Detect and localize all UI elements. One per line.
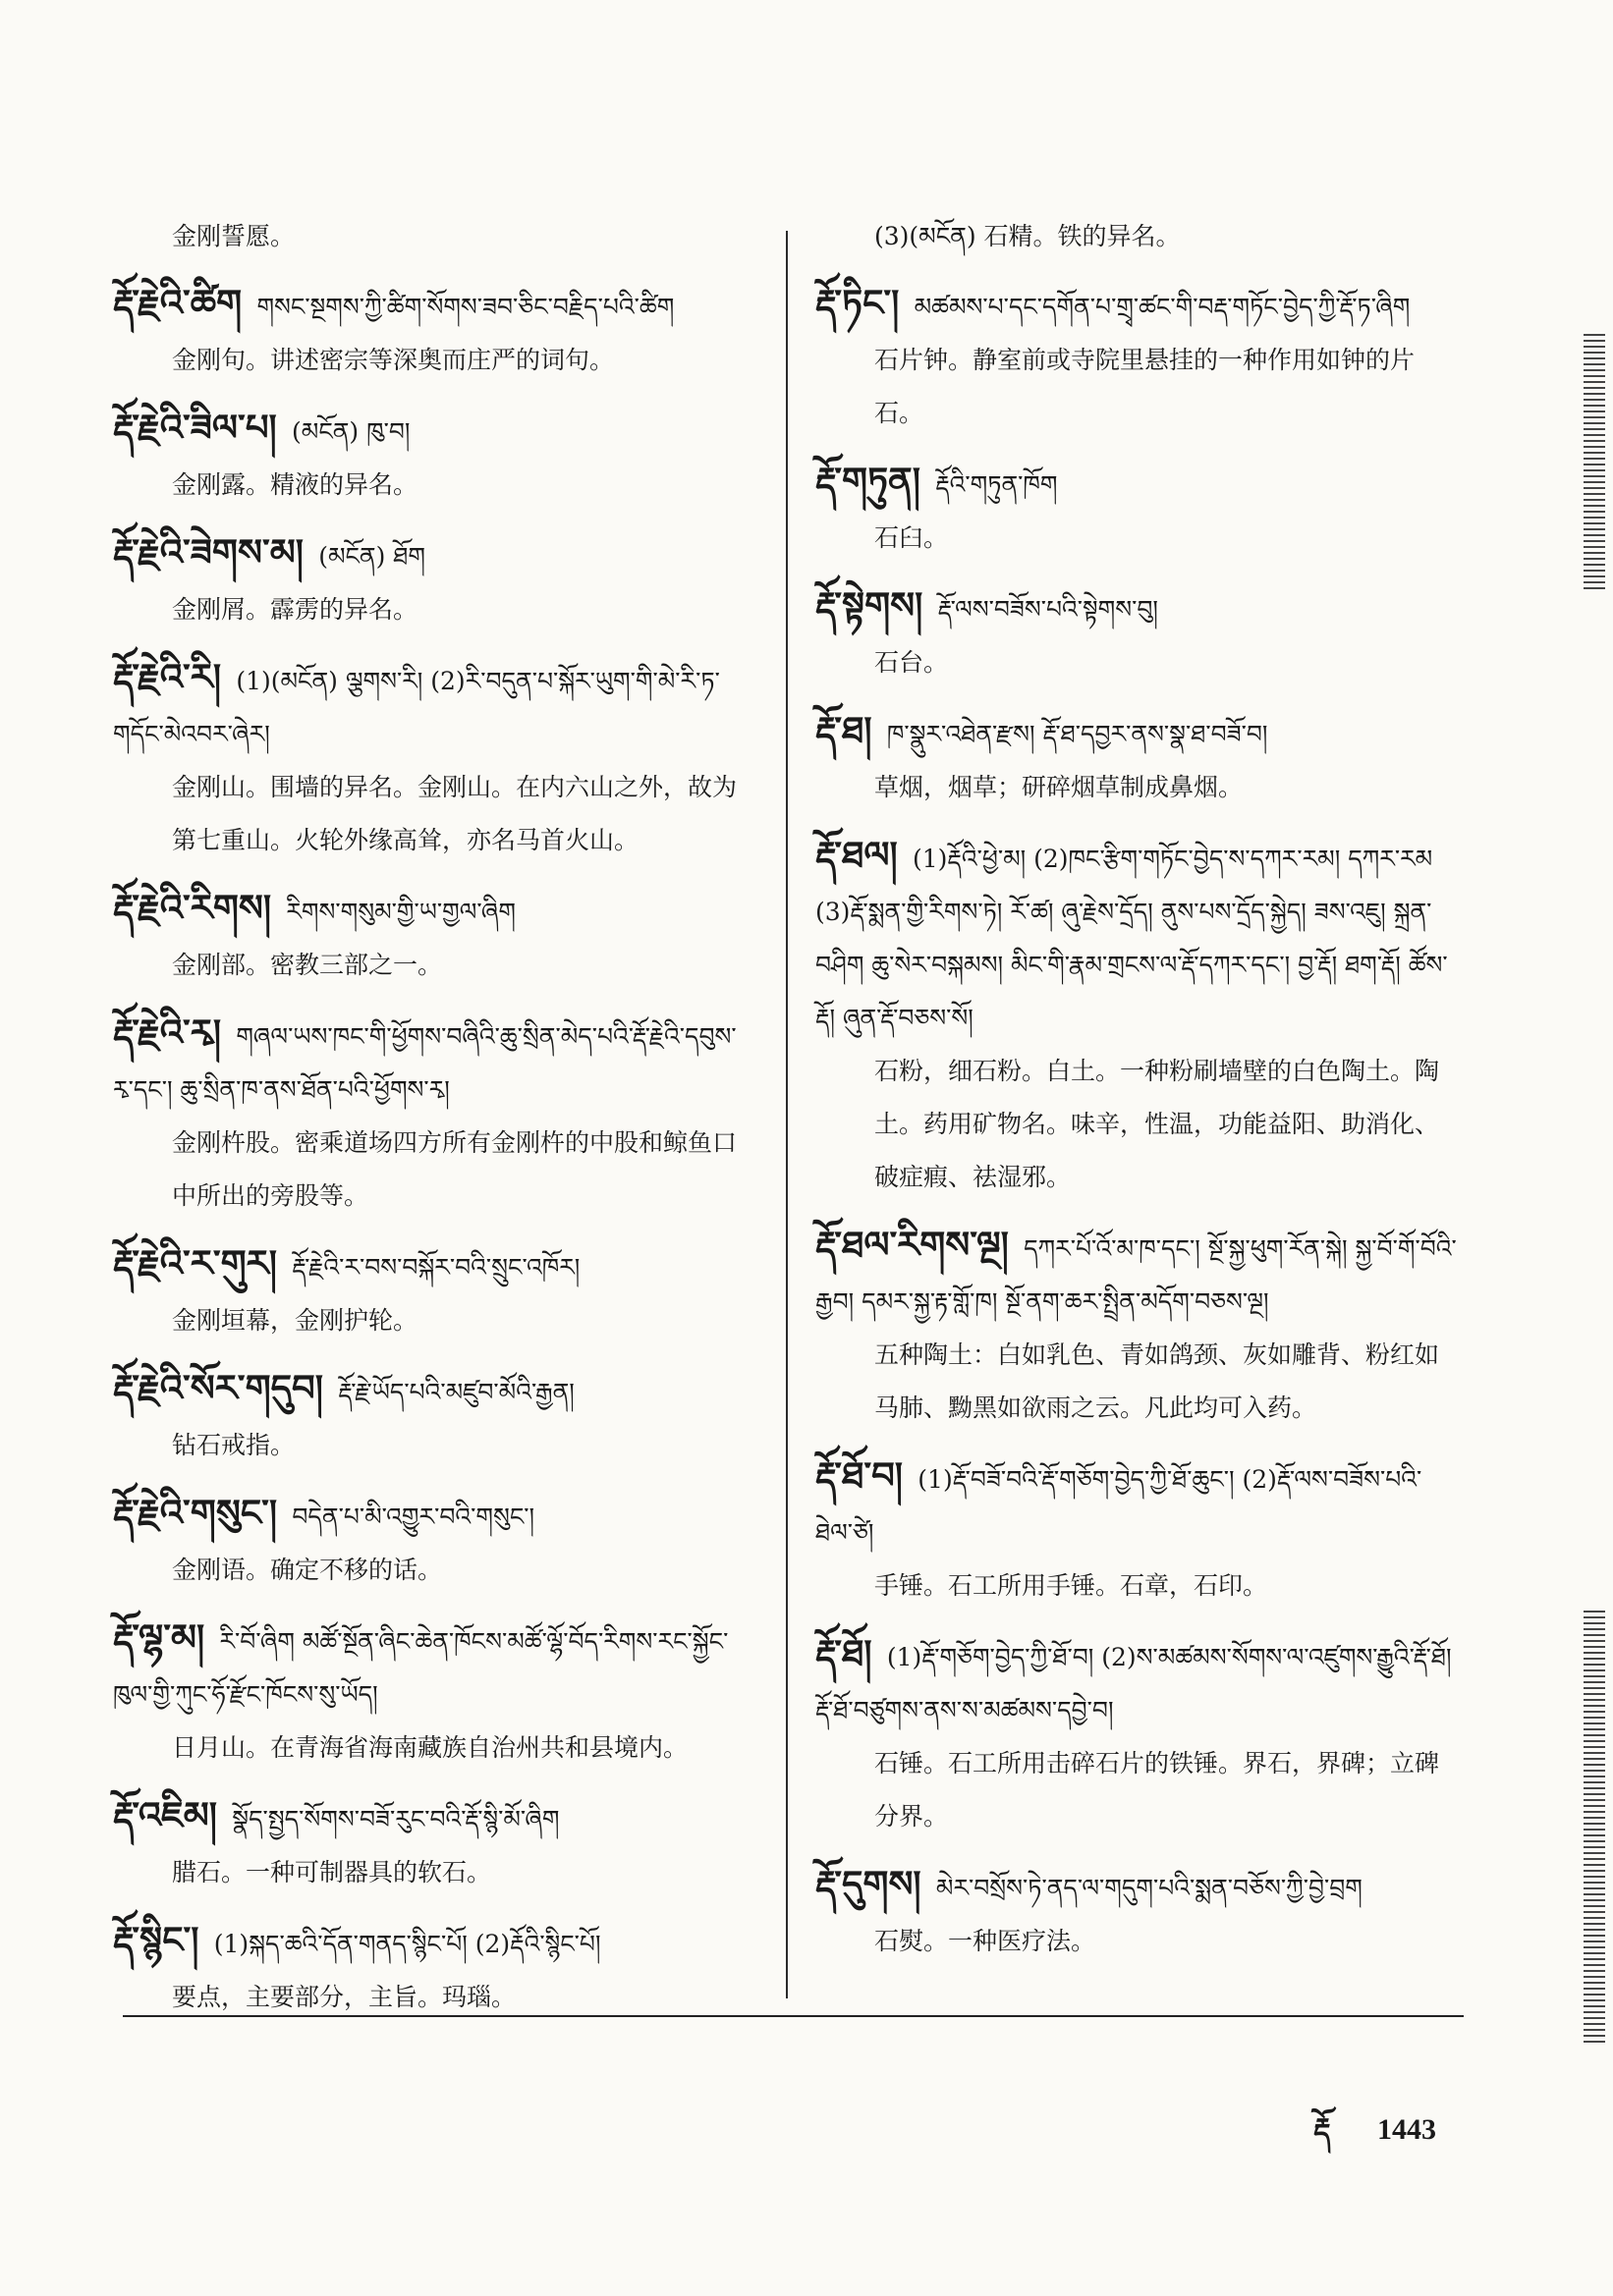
entry-definition: (1)རྡོའི་ཕྱེ་མ། (2)ཁང་རྩིག་གཏོང་བྱེད་ས་དཀར་རམ། དཀར་རམ (3)རྡོ་སྨན་གྱི་རིགས་ཏེ། རོ་ཚ། ཞུ་རྗེས་དྲོད། ནུས་པས་དྲོད་སྐྱེད། ཟས་འཇུ། སྐྲན་བཤིག ཆུ་སེར་བསྐམས། མིང་གི་རྣམ་གྲངས་ལ་རྡོ་དཀར་དང་། བྱ་རྡོ། ཐག་རྡོ། ཚོས་རྡོ། ཞུན་རྡོ་བཅས་སོ། — [815, 845, 1448, 1032]
dictionary-entry — [815, 828, 1459, 1204]
dictionary-entry — [113, 1361, 751, 1472]
edge-mark — [1584, 334, 1605, 589]
entry-gloss: 钻石戒指。 — [172, 1431, 296, 1459]
entry-gloss: 要点，主要部分，主旨。玛瑙。 — [172, 1983, 517, 2011]
entry-headword: རྡོ་རྗེའི་ཚིག — [113, 281, 243, 324]
dictionary-entry — [815, 1857, 1459, 1968]
entry-definition: (མངོན) ཐོག — [318, 542, 425, 571]
entry-headword: རྡོ་ཏིང་། — [815, 281, 900, 324]
entry-headword: རྡོ་ཐལ་རིགས་ལྔ། — [815, 1223, 1009, 1266]
entry-definition: རྡོ་རྗེ་ཡོད་པའི་མཛུབ་མོའི་རྒྱན། — [338, 1378, 575, 1406]
entry-headword: རྡོ་དུགས། — [815, 1862, 921, 1905]
entry-definition: རྡོའི་གཏུན་ཁོག — [935, 470, 1058, 499]
entry-list — [815, 276, 1459, 1968]
entry-definition: བདེན་པ་མི་འགྱུར་བའི་གསུང་། — [292, 1503, 535, 1531]
entry-gloss: 金刚杵股。密乘道场四方所有金刚杵的中股和鲸鱼口中所出的旁股等。 — [172, 1128, 738, 1210]
footer-rule — [123, 2015, 1464, 2017]
entry-headword: རྡོ་རྗེའི་གསུང་། — [113, 1491, 278, 1534]
entry-gloss: 石锤。石工所用击碎石片的铁锤。界石，界碑；立碑分界。 — [874, 1749, 1440, 1831]
entry-gloss: 石台。 — [874, 648, 949, 677]
entry-headword: རྡོ་རྗེའི་རྭ། — [113, 1011, 222, 1054]
entry-definition: གསང་སྔགས་ཀྱི་ཚིག་སོགས་ཟབ་ཅིང་བརྗིད་པའི་ཚིག — [256, 293, 675, 321]
entry-definition: སྣོད་སྤྱད་སོགས་བཟོ་རུང་བའི་རྡོ་སྙི་མོ་ཞིག — [232, 1805, 560, 1833]
left-column — [113, 211, 751, 2038]
dictionary-entry — [113, 1236, 751, 1347]
dictionary-entry — [113, 1788, 751, 1899]
entry-definition: (1)རྡོ་གཅོག་བྱེད་ཀྱི་ཐོ་བ། (2)ས་མཚམས་སོགས་ལ་འཛུགས་རྒྱུའི་རྡོ་ཐོ། རྡོ་ཐོ་བཙུགས་ནས་ས་མཚམས་དབྱེ་བ། — [815, 1643, 1452, 1724]
entry-gloss: 金刚屑。霹雳的异名。 — [172, 595, 418, 624]
entry-headword: རྡོ་རྗེའི་ཟེགས་མ། — [113, 530, 304, 574]
entry-headword: རྡོ་རྗེའི་རི། — [113, 655, 222, 698]
entry-headword: རྡོ་ལྷ་མ། — [113, 1615, 205, 1659]
entry-definition: རི་བོ་ཞིག མཚོ་སྔོན་ཞིང་ཆེན་ཁོངས་མཚོ་ལྷོ་བོད་རིགས་རང་སྐྱོང་ཁུལ་གྱི་ཀུང་ཧོ་རྫོང་ཁོངས་སུ་ཡོད། — [113, 1627, 729, 1709]
edge-mark — [1584, 1611, 1605, 2043]
entry-gloss: 腊石。一种可制器具的软石。 — [172, 1858, 492, 1886]
column-divider — [786, 231, 788, 1998]
dictionary-entry — [113, 401, 751, 512]
entry-definition: དཀར་པོ་འོ་མ་ཁ་དང་། སྔོ་སྐྱ་ཕུག་རོན་སྐེ། སྐྱ་བོ་གོ་བོའི་རྒྱབ། དམར་སྐྱ་རྟ་གློ་ཁ། སྔོ་ནག་ཆར་སྤྲིན་མདོག་བཅས་ལྔ། — [815, 1234, 1457, 1316]
dictionary-entry — [815, 1218, 1459, 1435]
entry-headword: རྡོ་སྟེགས། — [815, 583, 923, 627]
dictionary-entry — [113, 650, 751, 867]
dictionary-entry — [815, 454, 1459, 565]
entry-gloss: 草烟，烟草；研碎烟草制成鼻烟。 — [874, 773, 1244, 801]
entry-definition: (1)རྡོ་བཟོ་བའི་རྡོ་གཅོག་བྱེད་ཀྱི་ཐོ་ཆུང་། (2)རྡོ་ལས་བཟོས་པའི་ཐེལ་ཙེ། — [815, 1465, 1422, 1547]
dictionary-entry — [815, 1626, 1459, 1843]
dictionary-entry — [815, 276, 1459, 440]
entry-headword: རྡོ་རྗེའི་ཟིལ་པ། — [113, 406, 277, 449]
entry-gloss: 五种陶土：白如乳色、青如鸽颈、灰如雕背、粉红如马肺、黝黑如欲雨之云。凡此均可入药。 — [874, 1340, 1440, 1422]
entry-headword: རྡོ་རྗེའི་རིགས། — [113, 886, 272, 929]
entry-list — [113, 276, 751, 2024]
dictionary-entry — [113, 1006, 751, 1223]
entry-headword: རྡོ་ཐལ། — [815, 833, 898, 876]
dictionary-entry — [113, 1486, 751, 1597]
entry-headword: རྡོ་ཐ། — [815, 708, 872, 751]
entry-headword: རྡོ་ཐོ་བ། — [815, 1453, 904, 1497]
entry-definition: རྡོ་ལས་བཟོས་པའི་སྟེགས་བུ། — [937, 595, 1158, 624]
entry-gloss: 石片钟。静室前或寺院里悬挂的一种作用如钟的片石。 — [874, 346, 1416, 427]
entry-gloss: 日月山。在青海省海南藏族自治州共和县境内。 — [172, 1733, 689, 1762]
page-letter: རྡོ — [1313, 2113, 1331, 2146]
dictionary-entry — [113, 525, 751, 636]
entry-gloss: 金刚部。密教三部之一。 — [172, 951, 443, 979]
entry-gloss: 金刚句。讲述密宗等深奥而庄严的词句。 — [172, 346, 615, 374]
entry-definition: (1)སྐད་ཆའི་དོན་གནད་སྙིང་པོ། (2)རྡོའི་སྙིང་པོ། — [213, 1930, 601, 1958]
entry-gloss: 石臼。 — [874, 523, 949, 552]
page-footer — [1313, 2097, 1436, 2179]
entry-headword: རྡོ་རྗེའི་ར་གུར། — [113, 1241, 277, 1285]
dictionary-entry — [815, 578, 1459, 689]
entry-headword: རྡོ་འཇིམ། — [113, 1793, 217, 1836]
entry-gloss: 金刚山。围墙的异名。金刚山。在内六山之外，故为第七重山。火轮外缘高耸，亦名马首火山。 — [172, 773, 738, 854]
entry-definition: རྡོ་རྗེའི་ར་བས་བསྐོར་བའི་སྲུང་འཁོར། — [292, 1253, 581, 1282]
entry-gloss: 石熨。一种医疗法。 — [874, 1927, 1096, 1955]
dictionary-entry — [113, 1913, 751, 2024]
page-number: 1443 — [1377, 2113, 1436, 2146]
entry-gloss: 金刚语。确定不移的话。 — [172, 1556, 443, 1584]
entry-headword: རྡོ་རྗེའི་སོར་གདུབ། — [113, 1366, 323, 1409]
entry-continuation: (3)(མངོན) 石精。铁的异名。 — [874, 222, 1181, 250]
entry-gloss: 石粉，细石粉。白土。一种粉刷墙壁的白色陶土。陶土。药用矿物名。味辛，性温，功能益阳、助消化、破症瘕、祛湿邪。 — [874, 1057, 1440, 1191]
entry-headword: རྡོ་སྙིང་། — [113, 1918, 199, 1961]
entry-definition: ཁ་སྣུར་འཐེན་རྫས། རྡོ་ཐ་དབྱར་ནས་སྣ་ཐ་བཟོ་བ། — [886, 720, 1268, 748]
entry-definition: (1)(མངོན) ལྕགས་རི། (2)རི་བདུན་པ་སྐོར་ཡུག་གི་མེ་རི་ཏ་གདོང་མེའབར་ཞེར། — [113, 667, 720, 748]
dictionary-entry — [815, 703, 1459, 814]
entry-definition: གཞལ་ཡས་ཁང་གི་ཕྱོགས་བཞིའི་ཆུ་སྲིན་མེད་པའི་རྡོ་རྗེའི་དབུས་རྭ་དང་། ཆུ་སྲིན་ཁ་ནས་ཐོན་པའི་ཕྱོགས་རྭ། — [113, 1022, 737, 1104]
entry-headword: རྡོ་ཐོ། — [815, 1631, 872, 1674]
entry-continuation: 金刚誓愿。 — [172, 222, 296, 250]
entry-definition: མཚམས་པ་དང་དགོན་པ་གྲྭ་ཚང་གི་བརྡ་གཏོང་བྱེད་ཀྱི་རྡོ་ཏ་ཞིག — [914, 293, 1411, 321]
entry-headword: རྡོ་གཏུན། — [815, 459, 920, 502]
entry-definition: (མངོན) ཁུ་བ། — [292, 417, 411, 446]
dictionary-entry — [113, 881, 751, 992]
entry-definition: མེར་བསྲོས་ཏེ་ནད་ལ་གདུག་པའི་སྨན་བཅོས་ཀྱི་བྱེ་བྲག — [935, 1874, 1363, 1902]
dictionary-entry — [113, 276, 751, 387]
entry-gloss: 手锤。石工所用手锤。石章，石印。 — [874, 1571, 1268, 1600]
dictionary-entry — [815, 1449, 1459, 1613]
entry-gloss: 金刚垣幕，金刚护轮。 — [172, 1306, 418, 1335]
entry-gloss: 金刚露。精液的异名。 — [172, 470, 418, 499]
dictionary-entry — [113, 1611, 751, 1775]
entry-definition: རིགས་གསུམ་གྱི་ཡ་གྱལ་ཞིག — [286, 898, 516, 926]
right-column — [815, 211, 1459, 1982]
